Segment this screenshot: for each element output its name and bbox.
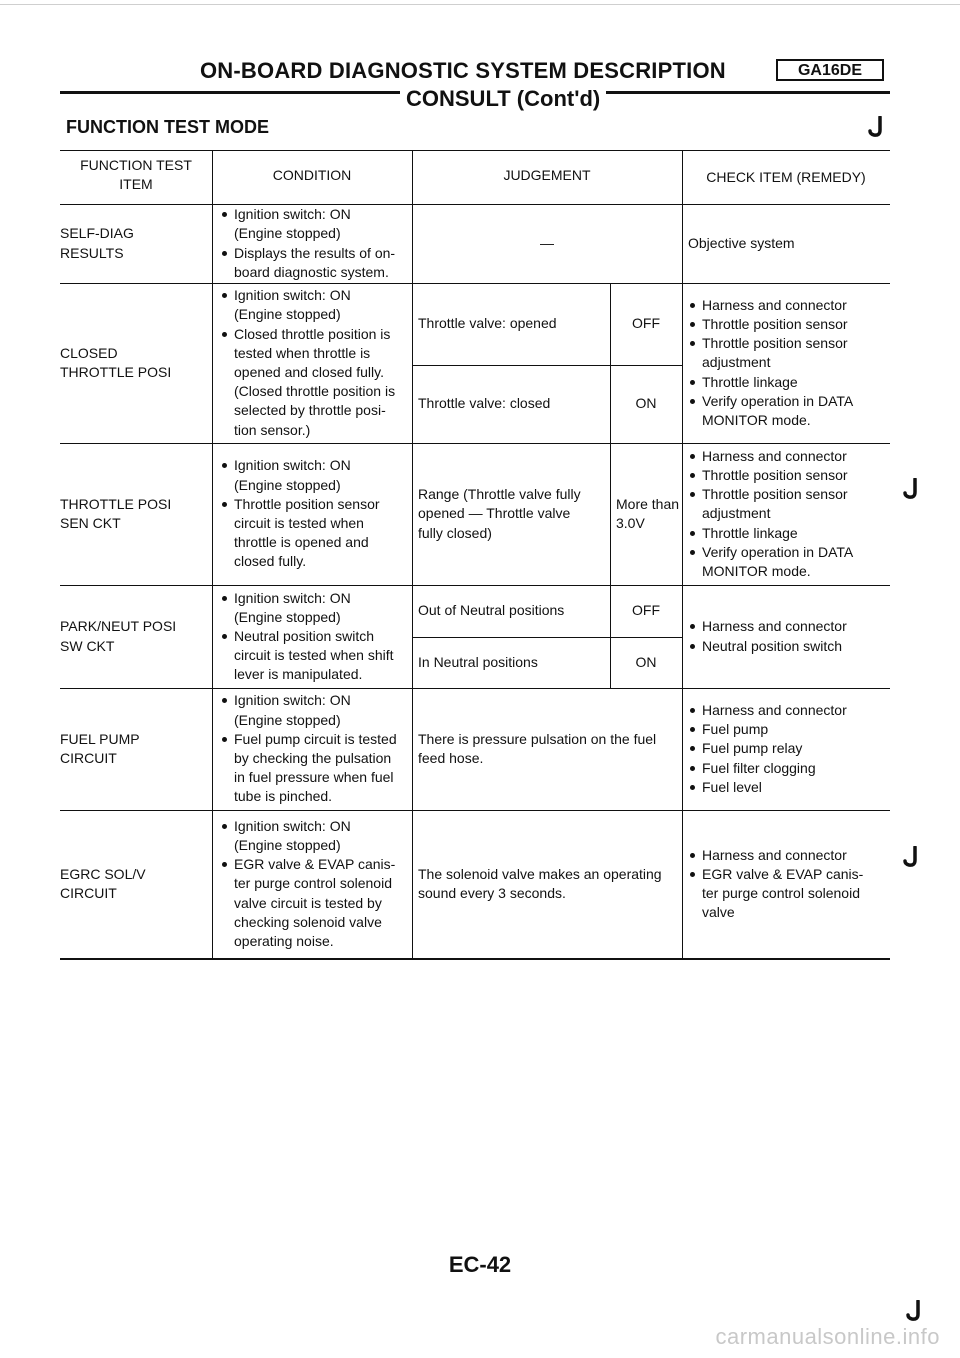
table-row-condition xyxy=(220,589,410,685)
function-test-item: FUEL PUMP xyxy=(60,730,140,747)
table-row-condition xyxy=(220,691,410,806)
judgement-text: There is pressure pulsation on the fuel xyxy=(418,730,657,747)
table-row-condition xyxy=(220,817,410,951)
revision-mark-icon xyxy=(903,846,921,868)
table-row-item xyxy=(60,224,206,262)
judgement-value xyxy=(610,601,682,620)
top-border xyxy=(0,4,960,5)
condition-line: closed fully. xyxy=(234,553,307,570)
check-item-line: Throttle linkage xyxy=(688,524,890,543)
condition-line: valve circuit is tested by xyxy=(234,894,382,911)
function-test-item: RESULTS xyxy=(60,244,124,261)
condition-line: Neutral position switch xyxy=(220,627,410,646)
table-rule xyxy=(682,150,683,958)
table-row-check-item xyxy=(688,234,890,253)
judgement-text: In Neutral positions xyxy=(418,653,538,670)
table-rule xyxy=(60,204,890,205)
function-test-item: SELF-DIAG xyxy=(60,225,134,242)
judgement-value: ON xyxy=(635,395,657,412)
check-item-line: Throttle position sensor xyxy=(688,334,890,353)
check-item-line: Throttle position sensor xyxy=(688,485,890,504)
table-rule xyxy=(60,688,890,689)
judgement-text: sound every 3 seconds. xyxy=(418,885,566,901)
condition-line: Ignition switch: ON xyxy=(220,691,410,710)
table-rule xyxy=(212,150,213,958)
table-row-condition xyxy=(220,456,410,571)
function-test-item: SW CKT xyxy=(60,637,115,654)
table-row-item xyxy=(60,730,206,768)
judgement-text: feed hose. xyxy=(418,750,484,766)
check-item-line: Fuel level xyxy=(688,778,890,797)
table-rule xyxy=(60,958,890,960)
table-row-check-item xyxy=(688,296,890,430)
condition-line: (Engine stopped) xyxy=(234,711,341,728)
table-row-item xyxy=(60,617,206,655)
check-item-line: Fuel filter clogging xyxy=(688,759,890,778)
judgement-text: Throttle valve: closed xyxy=(418,395,551,412)
check-item-line: valve xyxy=(702,904,735,921)
condition-line: ter purge control solenoid xyxy=(234,875,392,892)
check-item-line: adjustment xyxy=(702,354,771,371)
judgement-text: The solenoid valve makes an operating xyxy=(418,865,662,882)
table-row-check-item xyxy=(688,846,890,923)
judgement-text: Range (Throttle valve fully xyxy=(418,486,581,503)
condition-line: board diagnostic system. xyxy=(234,263,389,280)
function-test-item: SEN CKT xyxy=(60,515,121,531)
judgement-text xyxy=(418,653,606,672)
check-item-line: Fuel pump relay xyxy=(688,739,890,758)
judgement-text: — xyxy=(540,234,554,251)
judgement-text xyxy=(412,234,682,253)
judgement-value: OFF xyxy=(632,602,660,619)
condition-line: tested when throttle is xyxy=(234,344,371,361)
judgement-value xyxy=(616,495,679,533)
condition-line: Ignition switch: ON xyxy=(220,817,410,836)
function-test-item: THROTTLE POSI xyxy=(60,364,172,380)
check-item-line: Objective system xyxy=(688,234,795,251)
table-rule xyxy=(610,283,611,443)
check-item-line: Harness and connector xyxy=(688,296,890,315)
condition-line: Ignition switch: ON xyxy=(220,456,410,475)
judgement-value: More than xyxy=(616,495,680,512)
header-label: FUNCTION TEST xyxy=(80,157,192,173)
function-test-item: THROTTLE POSI xyxy=(60,495,172,512)
judgement-text: Throttle valve: opened xyxy=(418,315,557,332)
table-row-check-item xyxy=(688,617,890,655)
table-rule xyxy=(60,283,890,284)
page-number: EC-42 xyxy=(448,1252,512,1277)
judgement-text xyxy=(418,485,606,543)
condition-line: Ignition switch: ON xyxy=(220,286,410,305)
condition-line: in fuel pressure when fuel xyxy=(234,769,394,786)
condition-line: EGR valve & EVAP canis- xyxy=(220,855,410,874)
header-judgement xyxy=(412,166,682,185)
table-rule xyxy=(610,443,611,585)
check-item-line: Verify operation in DATA xyxy=(688,392,890,411)
condition-line: Fuel pump circuit is tested xyxy=(220,730,410,749)
condition-line: (Engine stopped) xyxy=(234,837,341,853)
header-label: ITEM xyxy=(119,176,153,193)
watermark: carmanualsonline.info xyxy=(715,1324,940,1349)
page-title: ON-BOARD DIAGNOSTIC SYSTEM DESCRIPTION xyxy=(200,58,726,83)
condition-line: throttle is opened and xyxy=(234,534,369,551)
judgement-text xyxy=(418,314,606,333)
judgement-value: 3.0V xyxy=(616,515,645,531)
table-row-condition xyxy=(220,205,410,282)
condition-line: circuit is tested when shift xyxy=(234,647,394,664)
check-item-line: Harness and connector xyxy=(688,846,890,865)
table-row-item xyxy=(60,344,206,382)
header-label: CONDITION xyxy=(272,167,352,183)
check-item-line: Neutral position switch xyxy=(688,637,890,656)
table-rule xyxy=(412,637,682,638)
check-item-line: Harness and connector xyxy=(688,701,890,720)
judgement-value: ON xyxy=(635,653,657,670)
table-row-check-item xyxy=(688,447,890,581)
check-item-line: Verify operation in DATA xyxy=(688,543,890,562)
condition-line: Closed throttle position is xyxy=(220,325,410,344)
judgement-value: OFF xyxy=(632,315,660,332)
condition-line: opened and closed fully. xyxy=(234,364,384,380)
judgement-text: fully closed) xyxy=(418,524,492,541)
condition-line: by checking the pulsation xyxy=(234,750,392,766)
judgement-text: opened — Throttle valve xyxy=(418,505,571,522)
check-item-line: Throttle position sensor xyxy=(688,315,890,334)
condition-line: (Engine stopped) xyxy=(234,608,341,625)
revision-mark-icon xyxy=(903,478,921,500)
function-test-item: CIRCUIT xyxy=(60,885,117,901)
check-item-line: Throttle linkage xyxy=(688,373,890,392)
table-row-check-item xyxy=(688,701,890,797)
check-item-line: Harness and connector xyxy=(688,617,890,636)
condition-line: Ignition switch: ON xyxy=(220,589,410,608)
condition-line: Displays the results of on- xyxy=(220,244,410,263)
table-rule xyxy=(60,585,890,586)
header-check-item xyxy=(682,168,890,187)
condition-line: Throttle position sensor xyxy=(220,495,410,514)
table-rule xyxy=(60,443,890,444)
check-item-line: MONITOR mode. xyxy=(702,412,811,429)
condition-line: tion sensor.) xyxy=(234,421,311,438)
table-rule xyxy=(412,150,413,958)
condition-line: operating noise. xyxy=(234,933,334,950)
table-rule xyxy=(60,810,890,811)
table-row-item xyxy=(60,495,206,533)
check-item-line: EGR valve & EVAP canis- xyxy=(688,865,890,884)
judgement-text xyxy=(418,865,678,903)
judgement-text xyxy=(418,730,678,768)
judgement-value xyxy=(610,314,682,333)
function-test-item: CLOSED xyxy=(60,344,118,361)
check-item-line: MONITOR mode. xyxy=(702,563,811,580)
function-test-item: EGRC SOL/V xyxy=(60,865,146,882)
condition-line: checking solenoid valve xyxy=(234,913,382,930)
function-test-item: PARK/NEUT POSI xyxy=(60,618,177,635)
function-test-item: CIRCUIT xyxy=(60,750,117,766)
check-item-line: Throttle position sensor xyxy=(688,466,890,485)
section-title: FUNCTION TEST MODE xyxy=(66,117,269,137)
condition-line: (Closed throttle position is xyxy=(234,383,396,400)
check-item-line: adjustment xyxy=(702,505,771,522)
check-item-line: Harness and connector xyxy=(688,447,890,466)
condition-line: (Engine stopped) xyxy=(234,225,341,242)
check-item-line: Fuel pump xyxy=(688,720,890,739)
header-label: CHECK ITEM (REMEDY) xyxy=(706,169,866,185)
condition-line: circuit is tested when xyxy=(234,515,364,531)
header-function-test-item xyxy=(60,156,212,194)
table-row-item xyxy=(60,865,206,903)
judgement-value xyxy=(610,394,682,413)
condition-line: Ignition switch: ON xyxy=(220,205,410,224)
table-rule xyxy=(412,365,682,366)
check-item-line: ter purge control solenoid xyxy=(702,885,860,901)
header-condition xyxy=(212,166,412,185)
judgement-text xyxy=(418,601,606,620)
table-rule xyxy=(60,150,890,151)
condition-line: (Engine stopped) xyxy=(234,476,341,493)
revision-mark-icon xyxy=(906,1300,924,1322)
condition-line: tube is pinched. xyxy=(234,788,333,805)
judgement-text: Out of Neutral positions xyxy=(418,602,565,619)
table-row-condition xyxy=(220,286,410,440)
condition-line: (Engine stopped) xyxy=(234,306,341,323)
revision-mark-icon xyxy=(868,116,886,138)
judgement-value xyxy=(610,653,682,672)
condition-line: selected by throttle posi- xyxy=(234,402,386,419)
engine-code-badge: GA16DE xyxy=(776,59,884,81)
judgement-text xyxy=(418,394,606,413)
condition-line: lever is manipulated. xyxy=(234,666,363,683)
page-subtitle: CONSULT (Cont'd) xyxy=(400,86,606,112)
header-label: JUDGEMENT xyxy=(503,167,591,183)
